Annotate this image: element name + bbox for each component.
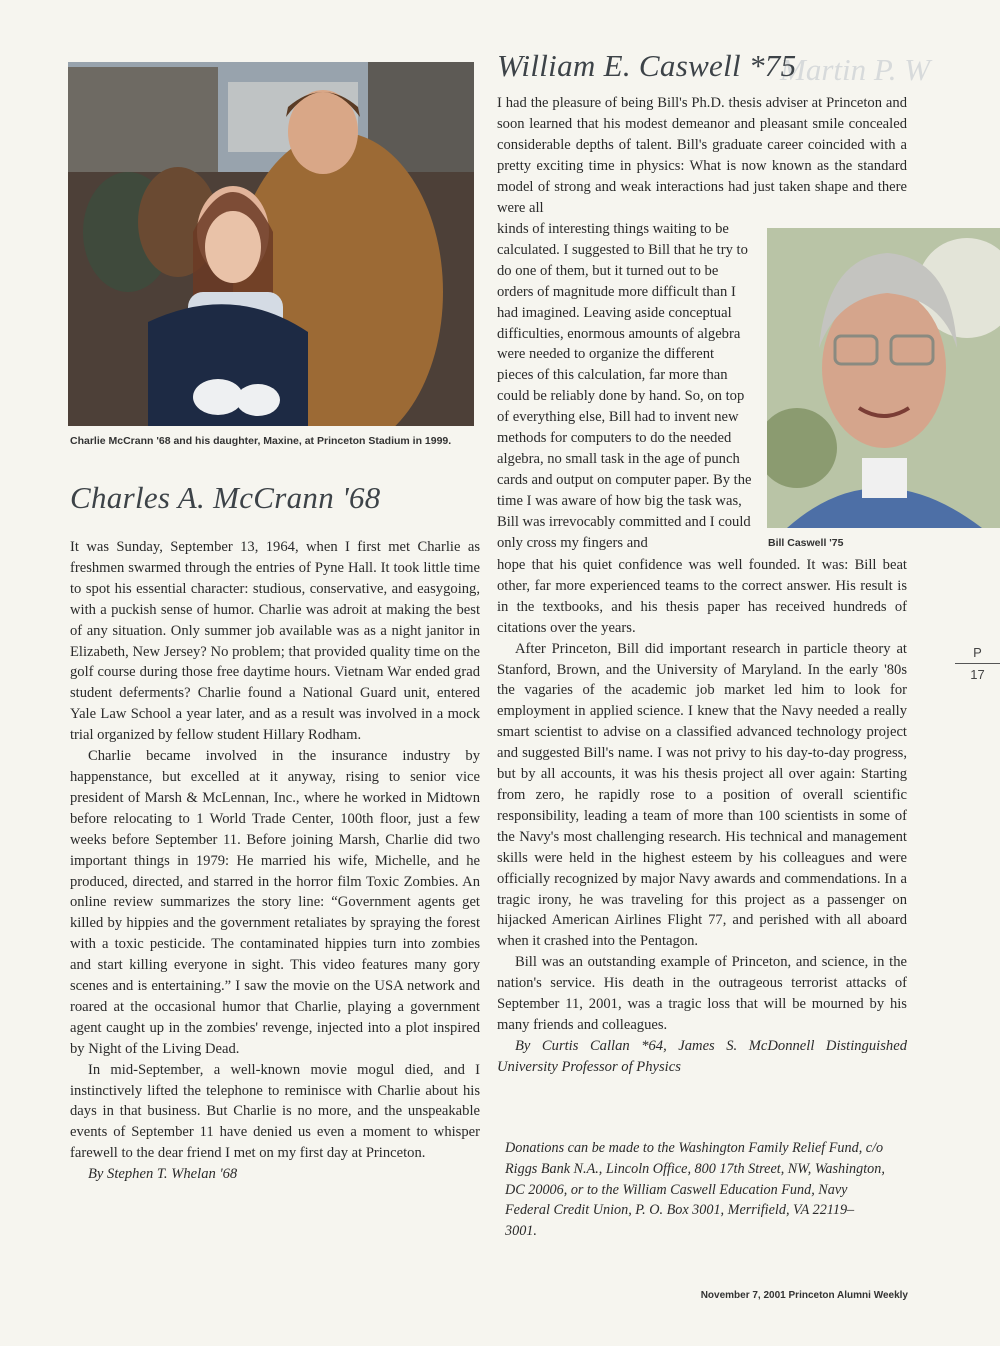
paragraph: Bill was an outstanding example of Princeton, and science, in the nation's service. His death in the outrageous terrorist attacks of September 11, 2001, was a tragic loss that will be mourned by his many friends and colleagues. (497, 954, 907, 1033)
paragraph: hope that his quiet confidence was well founded. It was: Bill beat other, far more experienced teams to the correct answer. His result is in the textbooks, and his thesis paper has received hundreds of citations over the years. (497, 557, 907, 636)
ghost-heading: Martin P. W (780, 52, 931, 87)
photo-illustration (767, 228, 1000, 528)
mccrann-title: Charles A. McCrann '68 (70, 480, 381, 515)
mccrann-photo-caption: Charlie McCrann '68 and his daughter, Maxine, at Princeton Stadium in 1999. (70, 435, 452, 447)
mccrann-photo (68, 62, 474, 426)
mccrann-article-body (70, 537, 480, 1185)
caswell-article-body (497, 555, 907, 1078)
photo-illustration (68, 62, 474, 426)
paragraph: I had the pleasure of being Bill's Ph.D. thesis adviser at Princeton and soon learned that his modest demeanor and pleasant smile concealed considerable depths of talent. Bill's graduate career coincided with a pretty exciting time in physics: What is now known as the standard model of strong and weak interactions had just taken shape and there were all (497, 95, 907, 216)
caswell-title: William E. Caswell *75 (497, 48, 797, 83)
byline: By Curtis Callan *64, James S. McDonnell Distinguished University Professor of Physics (497, 1037, 907, 1075)
paragraph: In mid-September, a well-known movie mogul died, and I instinctively lifted the telephone to reminisce with Charlie about his days in that business. But Charlie is no more, and the unspeakable events of September 11 have denied us even a moment to whisper farewell to the dear friend I met on my first day at Princeton. (70, 1061, 480, 1162)
caswell-wrapped-text (497, 219, 752, 554)
paragraph: kinds of interesting things waiting to be calculated. I suggested to Bill that he try to do one of them, but it turned out to be orders of magnitude more difficult than I had imagined. Leaving aside conceptual difficulties, enormous amounts of algebra were needed to organize the different pieces of this calculation, far more than could be reliably done by hand. So, on top of everything else, Bill had to invent new methods for computers to do the needed algebra, no small task in the age of punch cards and output on computer paper. By the time I was aware of how big the task was, Bill was irrevocably committed and I could only cross my fingers and (497, 221, 752, 551)
paragraph: Charlie became involved in the insurance industry by happenstance, but excelled at it anyway, rising to senior vice president of Marsh & McLennan, Inc., where he worked in Midtown before relocating to 1 World Trade Center, 100th floor, just a few weeks before September 11. Before joining Marsh, Charlie did two important things in 1979: He married his wife, Michelle, and he produced, directed, and starred in the horror film Toxic Zombies. An online review summarizes the story line: “Government agents get killed by hippies and the government retaliates by spraying the forest with a toxic pesticide. The contaminated hippies turn into zombies and start killing everyone in sight. This video features many gory scenes and is entertaining.” I saw the movie on the USA network and roared at the occasional humor that Charlie, playing a government agent caught up in the zombies' revenge, injected into a plot inspired by Night of the Living Dead. (70, 748, 480, 1057)
page-marker-rule (955, 663, 1000, 664)
caswell-intro (497, 93, 907, 218)
page-footer: November 7, 2001 Princeton Alumni Weekly (700, 1290, 908, 1301)
caswell-photo-caption: Bill Caswell '75 (768, 537, 844, 549)
paragraph: After Princeton, Bill did important research in particle theory at Stanford, Brown, and the University of Maryland. In the early '80s the vagaries of the academic job market led him to look for employment in applied science. I knew that the Navy needed a really smart scientist to advise on a classified advanced technology project and suggested Bill's name. I was not privy to his day-to-day progress, but by all accounts, it was his thesis project all over again: Starting from zero, he rapidly rose to a position of overall scientific responsibility, leading a team of more than 100 scientists in some of the Navy's most challenging research. His technical and management skills were held in the highest esteem by his colleagues and were officially recognized by major Navy awards and commendations. In a tragic irony, he was traveling for this project as a passenger on hijacked American Airlines Flight 77, and perished with all aboard when it crashed into the Pentagon. (497, 640, 907, 950)
paragraph: It was Sunday, September 13, 1964, when I first met Charlie as freshmen swarmed through the entries of Pyne Hall. It took little time to spot his essential character: studious, conservative, and easygoing, with a puckish sense of humor. Charlie was adroit at making the best of any situation. Only summer job available was as a night janitor in Elizabeth, New Jersey? No problem; that provided quality time on the golf course during those free daytime hours. Vietnam War ended grad student deferments? Charlie found a National Guard unit, entered Yale Law School a year later, and as a result was involved in a mock trial organized by fellow student Hillary Rodham. (70, 539, 480, 744)
page-letter: P (973, 645, 982, 660)
page-marker (955, 645, 1000, 682)
byline: By Stephen T. Whelan '68 (88, 1166, 238, 1183)
caswell-photo (767, 228, 1000, 528)
donation-note: Donations can be made to the Washington Family Relief Fund, c/o Riggs Bank N.A., Lincoln Office, 800 17th Street, NW, Washington, DC 20006, or to the William Caswell Education Fund, Navy Federal Credit Union, P. O. Box 3001, Merrifield, VA 22119–3001. (505, 1140, 885, 1240)
page-number: 17 (970, 667, 985, 682)
